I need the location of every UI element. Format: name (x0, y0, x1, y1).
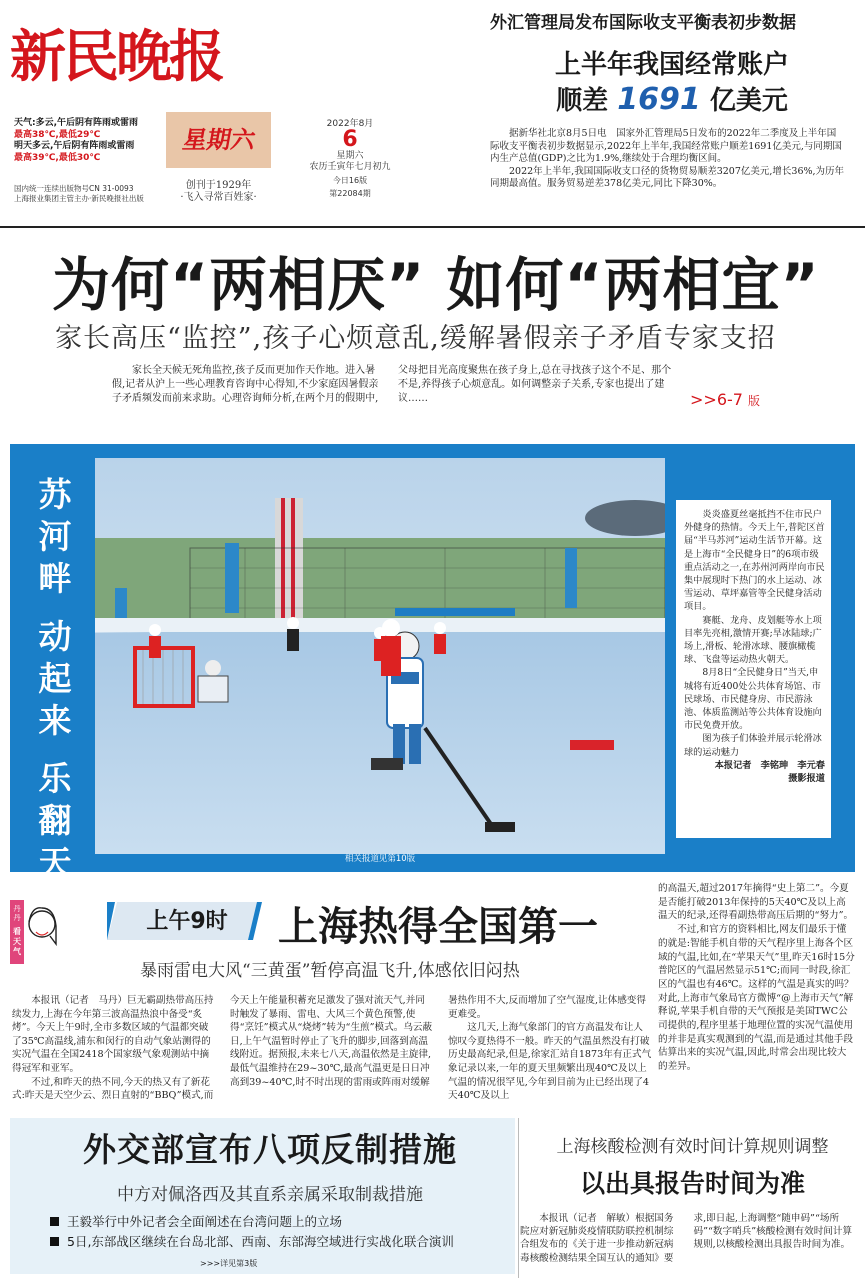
headline-part: 亿美元 (709, 86, 788, 116)
paragraph: 不过,和官方的资料相比,网友们最乐于懂的就是:智能手机自带的天气程序里上海各个区域的气温,比如,在“苹果天气”里,昨天16时15分普陀区的气温居然显示51℃;而同一时段,徐汇区的气温也有46℃。这样的气温是真实的吗？对此,上海市气象局官方微博“@上海市天气”解释说,苹果手机自带的天气预报是美国TWC公司提供的,程序里基于地理位置的实况气温使用的并非是真实观测到的气温,而是通过其他手段估算出来的实况气温,因此,时常会出现比较大的差异。 (658, 924, 855, 1073)
title-char: 乐 (38, 759, 72, 798)
title-char: 起 (38, 659, 72, 698)
weather-box (14, 118, 164, 164)
nucleic-test-body (520, 1212, 855, 1276)
main-subheadline: 家长高压“监控”,孩子心烦意乱,缓解暑假亲子矛盾专家支招 (55, 323, 776, 354)
byline: 摄影报道 (788, 773, 825, 785)
date-weekday: 星期六 (336, 151, 364, 161)
more-suffix: 版 (748, 394, 761, 408)
paragraph: 据新华社北京8月5日电 国家外汇管理局5日发布的2022年二季度及上半年国际收支平衡表初步数据显示,2022年上半年,我国经常账户顺差1691亿美元,与同期国内生产总值(GDP)之比为1.9%,继续处于合理均衡区间。 (490, 128, 842, 164)
publication-info (14, 184, 164, 204)
date-lunar: 农历壬寅年七月初九 (309, 162, 391, 172)
weekday-badge (166, 112, 271, 168)
diplomacy-item[interactable] (50, 1232, 454, 1250)
diplomacy-subheadline: 中方对佩洛西及其直系亲属采取制裁措施 (117, 1185, 423, 1205)
feature-vertical-title (25, 474, 85, 882)
columnist-column: 看天气 (13, 926, 21, 956)
main-headline[interactable]: 为何“两相厌” 如何“两相宜” (52, 251, 820, 319)
title-char: 苏 (38, 475, 72, 514)
time-tag-text: 上午9时 (146, 909, 228, 934)
weather-line: 最高38℃,最低29℃ (14, 129, 101, 140)
item-text: 5日,东部战区继续在台岛北部、西南、东部海空域进行实战化联合演训 (67, 1234, 454, 1249)
headline-number: 1691 (617, 82, 701, 117)
heat-headline[interactable]: 上海热得全国第一 (278, 904, 598, 950)
heat-body-continued (658, 882, 855, 1108)
time-tag (107, 900, 262, 942)
columnist-name: 丹丹 (13, 904, 21, 922)
paragraph: 2022年上半年,我国国际收支口径的货物贸易顺差3207亿美元,增长36%,为历年同期最高值。服务贸易逆差378亿美元,同比下降30%。 (490, 165, 845, 189)
bullet-icon (50, 1217, 59, 1226)
bullet-icon (50, 1237, 59, 1246)
top-story-headline[interactable]: 上半年我国经常账户 (554, 50, 789, 80)
heat-body (12, 994, 652, 1106)
date-pages: 今日16版 (332, 176, 368, 185)
paragraph: 这几天,上海气象部门的官方高温发布让人惊叹今夏热得不一般。昨天的气温虽然没有打破历史最高纪录,但是,徐家汇站自1873年有正式气象记录以来,一年的夏天里频繁出现40℃及以上气温的情况很罕见,今年到目前为止已经出现了4天40℃及以上 (448, 1022, 652, 1102)
title-gap (25, 600, 85, 616)
roller-hockey-photo (95, 458, 665, 854)
more-pages: >>6-7 (690, 390, 743, 409)
pubinfo-line: 国内统一连续出版物号CN 31-0093 (14, 184, 134, 193)
founded-note (166, 180, 271, 204)
paragraph: 的高温天,超过2017年摘得“史上第二”。今夏是否能打破2013年保持的5天40℃及以上高温天的纪录,还得看副热带高压后期的“努力”。 (658, 883, 854, 922)
headline-part: 顺差 (556, 86, 609, 116)
title-char: 畔 (38, 559, 72, 598)
title-char: 动 (38, 617, 72, 656)
title-char: 天 (38, 843, 72, 882)
byline: 本报记者 李铭珅 李元春 (714, 759, 825, 771)
diplomacy-headline[interactable]: 外交部宣布八项反制措施 (83, 1130, 457, 1169)
title-gap (25, 742, 85, 758)
heat-subheadline: 暴雨雷电大风“三黄蛋”暂停高温飞升,体感依旧闷热 (140, 961, 520, 981)
diplomacy-more-link[interactable]: >>>详见第3版 (200, 1259, 258, 1268)
paragraph: 赛艇、龙舟、皮划艇等水上项目率先亮相,激情开赛;旱冰陆球;广场上,滑板、轮滑冰球、腰旗橄榄球、飞盘等运动热火朝天。 (684, 614, 822, 666)
paragraph: 图为孩子们体验并展示轮滑冰球的运动魅力 (684, 733, 822, 758)
main-story-more-link[interactable] (690, 390, 760, 409)
date-issue: 第22084期 (329, 189, 371, 198)
weather-line: 最高39℃,最低30℃ (14, 152, 101, 163)
paragraph: 炎炎盛夏丝毫抵挡不住市民户外健身的热情。今天上午,普陀区首届“半马苏河”运动生活节开幕。这是上海市“全民健身日”的6项市级重点活动之一,在苏州河两岸向市民集中展现时下热门的水上运动、冰雪运动、草坪嘉管等全民健身活动项目。 (684, 509, 825, 613)
weather-line: 天气:多云,午后阴有阵雨或雷雨 (14, 118, 139, 128)
weather-line: 明天多云,午后阴有阵雨或雷雨 (14, 141, 135, 151)
divider (0, 226, 865, 228)
issue-date (290, 116, 410, 199)
top-story-headline-2[interactable] (512, 80, 832, 117)
main-story-body (112, 364, 672, 406)
photo-caption: 相关报道见第10版 (344, 854, 416, 864)
nucleic-test-headline[interactable]: 以出具报告时间为准 (579, 1169, 805, 1198)
top-story-kicker[interactable]: 外汇管理局发布国际收支平衡表初步数据 (490, 13, 796, 33)
founded-line: ·飞入寻常百姓家· (180, 192, 257, 203)
paragraph: 不过,和昨天的热不同,今天的热又有了新花式:昨天是天空少云、烈日直射的“BBQ”模式,而今天上午能量积蓄充足激发了强对流天气,并同时触发了暴雨、雷电、大风三个黄色预警,使得“烹饪”模式从“烧烤”转为“生煎”模式。乌云蔽日,上午气温暂时停止了飞升的脚步,回落到高温线附近。据预报,未来七八天,高温依然是主旋律,最低气温维持在29~30℃,最高气温更是日日冲高到39~40℃,时不时出现的雷雨或阵雨对缓解暑热作用不大,反而增加了空气湿度,让体感变得更难受。 (12, 995, 646, 1102)
feature-sidebar (676, 500, 831, 838)
feature-photo (95, 458, 665, 854)
masthead-logo: 新民晚报 (10, 24, 222, 90)
date-year-month: 2022年8月 (326, 119, 374, 129)
red-player (381, 619, 401, 676)
title-char: 翻 (38, 801, 72, 840)
date-day: 6 (342, 127, 358, 152)
title-char: 来 (38, 701, 72, 740)
paragraph: 本报讯（记者 解敏）根据国务院应对新冠肺炎疫情联防联控机制综合组发布的《关于进一步推动新冠病毒核酸检测结果全国互认的通知》要求,即日起,上海调整“随申码”“场所码”“数字哨兵”核酸检测有效时间计算规则,以核酸检测出具报告时间为准。 (520, 1213, 853, 1264)
nucleic-test-kicker: 上海核酸检测有效时间计算规则调整 (556, 1137, 829, 1157)
item-text: 王毅举行中外记者会全面阐述在台湾问题上的立场 (67, 1214, 343, 1229)
diplomacy-item[interactable] (50, 1212, 342, 1230)
paragraph: 本报讯（记者 马丹）巨无霸副热带高压持续发力,上海在今年第三波高温热浪中备受“炙烤”。今天上午9时,全市多数区域的气温都突破了35℃高温线,浦东和闵行的自动气象站测得的实况气温在全国2418个国家级气象观测站中摘得冠军和亚军。 (12, 995, 214, 1074)
title-char: 河 (38, 517, 72, 556)
weekday-text: 星期六 (180, 126, 257, 154)
founded-line: 创刊于1929年 (185, 180, 252, 191)
pubinfo-line: 上海报业集团主管主办·新民晚报社出版 (14, 194, 144, 203)
columnist-badge (10, 896, 58, 968)
paragraph: 家长全天候无死角监控,孩子反而更加作天作地。进入暑假,记者从沪上一些心理教育咨询中心得知,不少家庭因暑假亲子矛盾频发而前来求助。心理咨询师分析,在两个月的假期中,父母把目光高度聚焦在孩子身上,总在寻找孩子这个不足、那个不是,养得孩子心烦意乱。如何调整亲子关系,专家也提出了建议…… (112, 365, 672, 404)
divider (518, 1118, 519, 1278)
paragraph: 8月8日“全民健身日”当天,申城将有近400处公共体育场馆、市民球场、市民健身房、市民游泳池、体质监测站等公共体育设施向市民免费开放。 (684, 667, 822, 732)
top-story-body (490, 128, 845, 191)
